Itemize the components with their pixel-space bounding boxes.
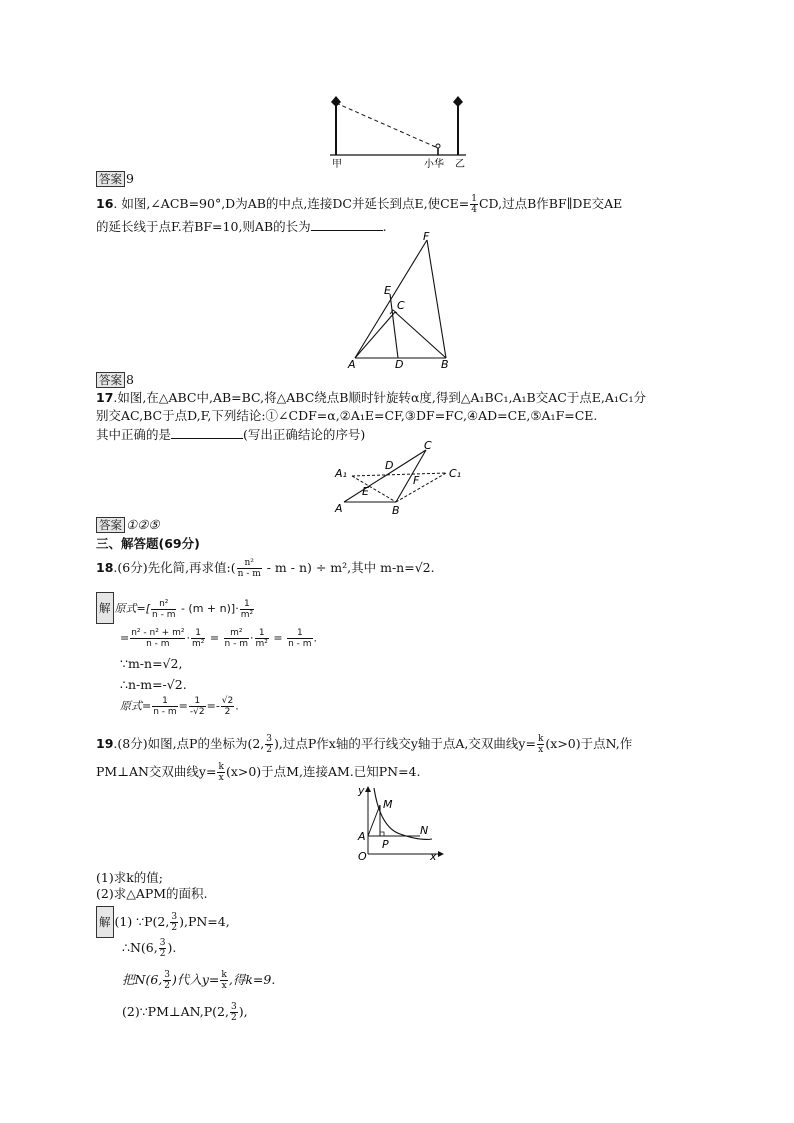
- q19-sol3-b: )代入y=: [171, 972, 220, 987]
- q18-sol2-f3: [224, 628, 249, 649]
- q16-line2-text: 的延长线于点F.若BF=10,则AB的长为: [96, 219, 311, 234]
- q18-sol1-frac-den: n - m: [152, 609, 176, 620]
- q16-fraction: [470, 194, 478, 215]
- q18-sol2-d: ·: [250, 631, 254, 645]
- figure-q17-rotation: [330, 440, 470, 518]
- q18-sol2-f1: [130, 628, 185, 649]
- q19-k-frac-num: k: [537, 734, 544, 744]
- q18-sol-line2: [120, 628, 317, 649]
- q18-sol5-f1-num: 1: [152, 696, 177, 707]
- q18-sol5-f1-den: n - m: [153, 707, 177, 717]
- label-D: D: [385, 459, 394, 472]
- q18-sol2-f4-num: 1: [255, 628, 269, 639]
- q16-line1: [96, 194, 622, 215]
- q17-line1-text: .如图,在△ABC中,AB=BC,将△ABC绕点B顺时针旋转α度,得到△A₁BC₁,A₁B交AC于点E,A₁C₁分: [113, 390, 647, 405]
- q19-sol1-frac-den: 2: [171, 923, 178, 933]
- q19-sol3-frac: [163, 970, 171, 991]
- q19-k-frac-den: x: [538, 745, 544, 755]
- q19-sol-line1: [96, 906, 230, 938]
- q18-sol2-f5: [287, 628, 312, 649]
- q19-text-a: .(8分)如图,点P的坐标为(2,: [113, 736, 265, 751]
- q19-sol2-a: ∴N(6,: [122, 940, 158, 955]
- q18-sol2-f5-num: 1: [287, 628, 312, 639]
- q19-k-frac2-num: k: [218, 762, 224, 772]
- q19-p-frac: [265, 734, 273, 755]
- q16-number: 16: [96, 196, 114, 211]
- answer-q17: [96, 517, 160, 533]
- q19-sol1-b: ),PN=4,: [179, 914, 230, 929]
- q19-sol-line3: [122, 970, 275, 991]
- q18-sol5-b: =: [178, 699, 188, 713]
- label-A: A: [335, 502, 343, 515]
- q18-text-a: .(6分)先化简,再求值:(: [113, 560, 236, 575]
- q18-line1: [96, 558, 435, 579]
- q19-sol4-frac: [230, 1002, 238, 1023]
- q19-text-b: ),过点P作x轴的平行线交y轴于点A,交双曲线y=: [274, 736, 536, 751]
- label-N: N: [420, 824, 429, 837]
- q18-sol2-f3-den: n - m: [224, 639, 248, 649]
- label-P: P: [382, 838, 389, 851]
- label-xiaohua: 小华: [424, 159, 444, 170]
- q17-line2: [96, 408, 597, 424]
- q18-sol2-b: ·: [186, 631, 190, 645]
- q16-text-a: . 如图,∠ACB=90°,D为AB的中点,连接DC并延长到点E,使CE=: [113, 196, 470, 211]
- q18-frac-num: n²: [237, 558, 262, 569]
- solution-tag: 解: [96, 906, 114, 938]
- q18-sol2-a: =: [120, 631, 130, 645]
- q19-line2: [96, 762, 421, 783]
- q18-sol2-f2: [191, 628, 205, 649]
- q18-sol2-f3-num: m²: [224, 628, 249, 639]
- q16-line2-end: .: [382, 219, 387, 234]
- q18-sol5-c: =-: [206, 699, 220, 713]
- q18-fraction: [237, 558, 262, 579]
- q18-sol5-f2-num: 1: [189, 696, 206, 707]
- figure-q15-poles: [320, 92, 480, 170]
- q18-sol2-f2-num: 1: [191, 628, 205, 639]
- label-x: x: [430, 850, 437, 863]
- q16-frac-num: 1: [471, 194, 477, 204]
- q17-line2-text: 别交AC,BC于点D,F,下列结论:①∠CDF=α,②A₁E=CF,③DF=FC,④AD=CE,⑤A₁F=CE.: [96, 408, 598, 423]
- q18-sol5-f1: [152, 696, 177, 717]
- answer-q17-value: ①②⑤: [126, 517, 160, 532]
- q18-sol5-a: 原式=: [120, 699, 152, 713]
- q18-sol5-f3-den: 2: [224, 707, 231, 717]
- label-yi: 乙: [455, 159, 465, 170]
- q19-sol1-frac: [170, 912, 178, 933]
- label-O: O: [358, 850, 367, 863]
- q16-text-b: CD,过点B作BF∥DE交AE: [478, 196, 623, 211]
- q18-sol-line3: ∵m-n=√2,: [120, 656, 183, 671]
- q18-sol1-b: - (m + n)]·: [177, 602, 239, 615]
- q18-sol2-f4: [255, 628, 269, 649]
- q19-sol3-c: ,得k=9.: [228, 972, 276, 987]
- q19-sol-line2: [122, 938, 176, 959]
- q18-sol1-frac: [151, 599, 176, 620]
- q19-sol4-b: ),: [238, 1004, 248, 1019]
- q19-sol4-a: (2)∵PM⊥AN,P(2,: [122, 1004, 229, 1019]
- q18-sol1-frac2-num: 1: [240, 599, 254, 610]
- q17-line3-a: 其中正确的是: [96, 427, 172, 442]
- q19-sol3-kfrac-num: k: [221, 970, 227, 980]
- q19-sol2-b: ).: [167, 940, 177, 955]
- q18-sol2-f: .: [313, 631, 318, 645]
- q19-k-frac: [537, 734, 544, 755]
- q18-sol5-d: .: [235, 699, 239, 713]
- q17-line3: [96, 426, 365, 443]
- q18-text-b: - m - n) ÷ m²,其中 m-n=√2.: [262, 560, 435, 575]
- section-3-heading: 三、解答题(69分): [96, 536, 200, 551]
- q19-sol3-kfrac: [220, 970, 227, 991]
- label-F: F: [413, 474, 420, 487]
- q17-line3-b: (写出正确结论的序号): [243, 427, 366, 442]
- q18-sol1-frac2-den: m²: [240, 609, 254, 620]
- q19-sol2-frac-num: 3: [159, 938, 166, 948]
- q17-line1: [96, 390, 646, 406]
- label-A1: A₁: [335, 467, 347, 480]
- q18-sol2-f1-num: n² - n² + m²: [131, 628, 185, 638]
- q17-number: 17: [96, 390, 114, 405]
- q19-sol3-a: 把N(6,: [122, 972, 163, 987]
- q18-sol5-f2: [189, 696, 206, 717]
- q19-p-frac-num: 3: [266, 734, 273, 744]
- q18-sol2-f2-den: m²: [191, 639, 205, 649]
- label-E: E: [362, 485, 369, 498]
- answer-q15: [96, 171, 134, 187]
- q19-sol4-frac-num: 3: [230, 1002, 237, 1012]
- answer-tag: 答案: [96, 372, 125, 388]
- q19-sol3-frac-den: 2: [164, 981, 170, 991]
- q19-part2: (2)求△APM的面积.: [96, 886, 208, 901]
- label-B: B: [441, 358, 449, 370]
- q19-sol4-frac-den: 2: [230, 1013, 237, 1023]
- answer-tag: 答案: [96, 517, 125, 533]
- q19-sol3-frac-num: 3: [164, 970, 170, 980]
- q18-frac-den: n - m: [237, 569, 261, 579]
- q19-sol-line4: [122, 1002, 248, 1023]
- q19-number: 19: [96, 736, 114, 751]
- label-C1: C₁: [449, 467, 462, 480]
- q18-sol-line4: ∴n-m=-√2.: [120, 677, 187, 692]
- q19-line1: [96, 734, 632, 755]
- q18-sol5-f3: [221, 696, 234, 717]
- label-E: E: [384, 284, 391, 297]
- q18-sol1-a: 原式=[: [114, 602, 151, 615]
- label-C: C: [397, 299, 405, 312]
- q18-sol2-f1-den: n - m: [146, 639, 170, 649]
- q17-blank: [171, 426, 243, 439]
- label-A: A: [348, 358, 356, 370]
- figure-q19-hyperbola: [350, 782, 450, 864]
- label-jia: 甲: [332, 159, 342, 170]
- q18-sol2-f4-den: m²: [255, 639, 268, 649]
- q18-sol1-frac-num: n²: [151, 599, 176, 610]
- q18-sol-line5: [120, 696, 239, 717]
- q18-sol2-e: =: [269, 631, 287, 645]
- label-F: F: [423, 230, 430, 243]
- q18-sol-line1: [96, 592, 255, 624]
- q19-sol2-frac-den: 2: [159, 949, 166, 959]
- answer-q16: [96, 372, 134, 388]
- q19-k-frac2-den: x: [218, 773, 224, 783]
- q18-sol5-f3-num: √2: [221, 696, 234, 706]
- q19-sol1-a: (1) ∵P(2,: [114, 914, 170, 929]
- label-M: M: [383, 798, 393, 811]
- q16-frac-den: 4: [471, 205, 477, 215]
- q19-sol1-frac-num: 3: [171, 912, 178, 922]
- label-C: C: [424, 440, 432, 452]
- q19-line2-b: (x>0)于点M,连接AM.已知PN=4.: [225, 764, 421, 779]
- q19-sol2-frac: [159, 938, 167, 959]
- label-B: B: [392, 504, 400, 517]
- label-D: D: [395, 358, 404, 370]
- q19-sol3-kfrac-den: x: [221, 981, 227, 991]
- answer-q15-value: 9: [126, 171, 134, 186]
- figure-q16-triangle: [340, 230, 460, 370]
- q19-line2-a: PM⊥AN交双曲线y=: [96, 764, 217, 779]
- q19-part1: (1)求k的值;: [96, 870, 163, 885]
- q18-sol5-f2-den: -√2: [189, 707, 205, 717]
- label-y: y: [358, 784, 365, 797]
- answer-tag: 答案: [96, 171, 125, 187]
- q18-number: 18: [96, 560, 114, 575]
- q19-p-frac-den: 2: [266, 745, 273, 755]
- q18-sol1-frac2: [240, 599, 254, 620]
- q19-text-c: (x>0)于点N,作: [545, 736, 633, 751]
- q18-sol2-c: =: [206, 631, 223, 645]
- solution-tag: 解: [96, 592, 114, 624]
- answer-q16-value: 8: [126, 372, 134, 387]
- q18-sol2-f5-den: n - m: [288, 639, 312, 649]
- label-A: A: [358, 830, 366, 843]
- q19-k-frac-2: [217, 762, 224, 783]
